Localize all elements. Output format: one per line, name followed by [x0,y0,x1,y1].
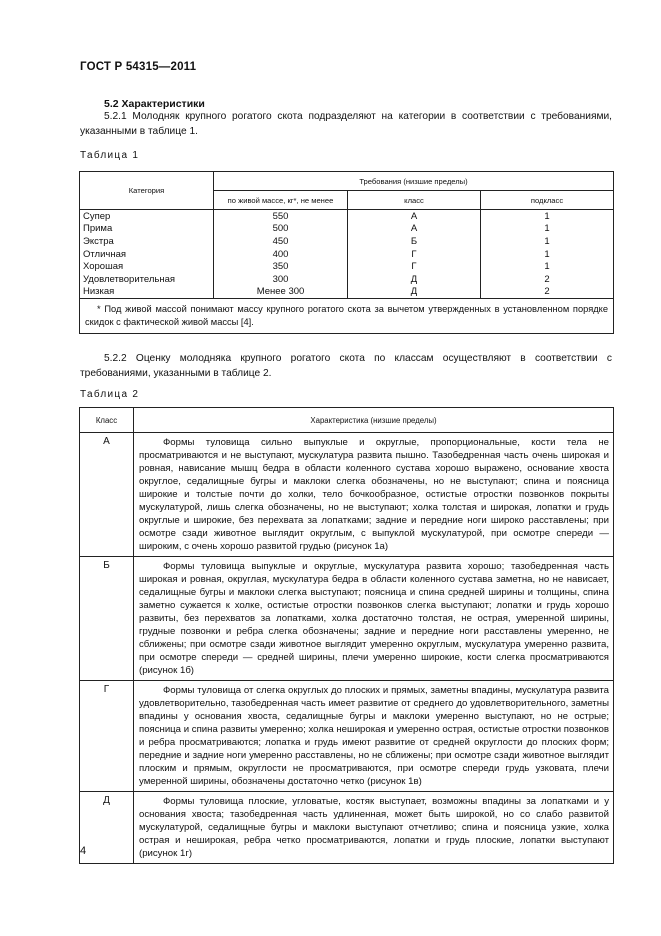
table1-cell-subclass: 2 [481,286,614,299]
table1-cell-mass: 450 [214,235,348,248]
table1-header-class: класс [348,191,481,210]
table1-cell-class: Г [348,260,481,273]
table2-cell-class: Г [80,681,134,792]
table-1 [79,171,614,334]
table1-row [80,260,614,273]
table1-cell-subclass: 1 [481,210,614,223]
table1-cell-class: Г [348,248,481,261]
table1-cell-category: Удовлетворительная [80,273,214,286]
table2-cell-description: Формы туловища от слегка округлых до плоских и прямых, заметны впадины, мускулатура развита удовлетворительно, тазобедренная часть имеет развитие от среднего до удовлетворительного, заметны впадины у основания хвоста, седалищные бугры и маклоки умеренно выступают, но не острые; поясница и спина развиты умеренно; холка неширокая и умеренно острая, остистые отростки позвонков и ребра просматриваются; лопатка и грудь имеют развитие от средней округлости до плоских форм; передние и задние ноги умеренно расставлены, но не сближены; при осмотре сзади животное выглядит плоским и прямым, округлости не просматриваются, при осмотре спереди грудь узковата, плечи умеренной ширины, обозначены достаточно четко (рисунок 1в) [134,681,614,792]
table1-cell-category: Отличная [80,248,214,261]
table2-cell-class: Б [80,557,134,681]
table1-cell-mass: 300 [214,273,348,286]
table2-cell-description: Формы туловища плоские, угловатые, костяк выступает, возможны впадины за лопатками и у основания хвоста; тазобедренная часть удлиненная, может быть широкой, но со слабо развитой мускулатурой, седалищные бугры и маклоки выступают отчетливо; спина и поясница узкие, холка острая и неширокая, ребра четко просматриваются, лопатки и грудь плоские, лопатки выступают (рисунок 1г) [134,792,614,864]
paragraph-5-2-2: 5.2.2 Оценку молодняка крупного рогатого скота по классам осуществляют в соответствии с требованиями, указанными в таблице 2. [80,353,612,379]
table1-header-category: Категория [80,172,214,210]
table2-header-description: Характеристика (низшие пределы) [134,408,614,433]
table2-row [80,681,614,792]
table2-caption: Таблица 2 [80,389,140,400]
table1-row [80,210,614,223]
table2-row [80,433,614,557]
table2-cell-class: А [80,433,134,557]
table1-caption: Таблица 1 [80,150,140,161]
paragraph-5-2-1: 5.2.1 Молодняк крупного рогатого скота подразделяют на категории в соответствии с требованиями, указанными в таблице 1. [80,111,612,137]
table1-row [80,273,614,286]
table1-cell-subclass: 1 [481,260,614,273]
table1-cell-category: Прима [80,223,214,236]
table2-cell-class: Д [80,792,134,864]
document-header: ГОСТ Р 54315—2011 [80,61,197,73]
table1-header-requirements: Требования (низшие пределы) [214,172,614,191]
table1-cell-subclass: 1 [481,223,614,236]
table1-cell-category: Экстра [80,235,214,248]
table1-row [80,286,614,299]
table1-row [80,248,614,261]
table1-header-mass: по живой массе, кг*, не менее [214,191,348,210]
table1-header-subclass: подкласс [481,191,614,210]
table2-row [80,792,614,864]
page-number: 4 [80,845,87,857]
table2-header-class: Класс [80,408,134,433]
table2-row [80,557,614,681]
table1-cell-category: Супер [80,210,214,223]
table2-cell-description: Формы туловища выпуклые и округлые, мускулатура развита хорошо; тазобедренная часть широкая и ровная, округлая, мускулатура бедра в области коленного сустава заметна, но не нависает, седалищные бугры и маклоки слегка выступают; поясница и спина средней ширины и толщины, спина заметно сужается к холке, остистые отростки позвонков слегка выступают; лопатки и грудь хорошо развиты, без перехватов за лопатками, холка достаточно толстая, не острая, умеренной ширины, грудные позвонки и ребра слегка обозначены; задние и передние ноги расставлены умеренно, не сближены; при осмотре сзади животное выглядит умеренно округлым, мускулатура умеренно развита, при осмотре спереди — средней ширины, плечи умеренно широкие, кости слегка просматриваются (рисунок 1б) [134,557,614,681]
section-title: 5.2 Характеристики [104,98,205,110]
table1-cell-class: А [348,210,481,223]
table1-cell-class: А [348,223,481,236]
table-2 [79,407,614,864]
table1-cell-mass: 550 [214,210,348,223]
table1-cell-mass: Менее 300 [214,286,348,299]
table1-cell-category: Низкая [80,286,214,299]
table1-row [80,235,614,248]
table1-cell-mass: 350 [214,260,348,273]
table1-cell-category: Хорошая [80,260,214,273]
table1-cell-class: Д [348,286,481,299]
table1-cell-subclass: 2 [481,273,614,286]
table1-cell-class: Б [348,235,481,248]
table1-cell-mass: 400 [214,248,348,261]
table2-cell-description: Формы туловища сильно выпуклые и округлые, пропорциональные, кости тела не просматриваются и не выступают, мускулатура развита пышно. Тазобедренная часть очень широкая и ровная, нависание мышц бедра в области коленного сустава хорошо выражено, основание хвоста округлое, седалищные бугры и маклоки слегка обозначены, но не выступают; спина и поясница широкие и толстые почти до холки, тело бочкообразное, остистые отростки позвонков покрыты мускулатурой, лишь слегка обозначены, но не выступают; холка толстая и широкая, лопатки и грудь округлые и широкие, без перехвата за лопатками; задние и передние ноги широко расставлены; при осмотре сзади животное выглядит округлым, с выпуклой мускулатурой, при осмотре спереди — широким, с очень хорошо развитой грудью (рисунок 1а) [134,433,614,557]
table1-footnote: * Под живой массой понимают массу крупного рогатого скота за вычетом утвержденных в установленном порядке скидок с фактической живой массы [4]. [80,299,614,334]
table1-row [80,223,614,236]
table1-cell-subclass: 1 [481,235,614,248]
table1-cell-class: Д [348,273,481,286]
table1-cell-mass: 500 [214,223,348,236]
table1-cell-subclass: 1 [481,248,614,261]
